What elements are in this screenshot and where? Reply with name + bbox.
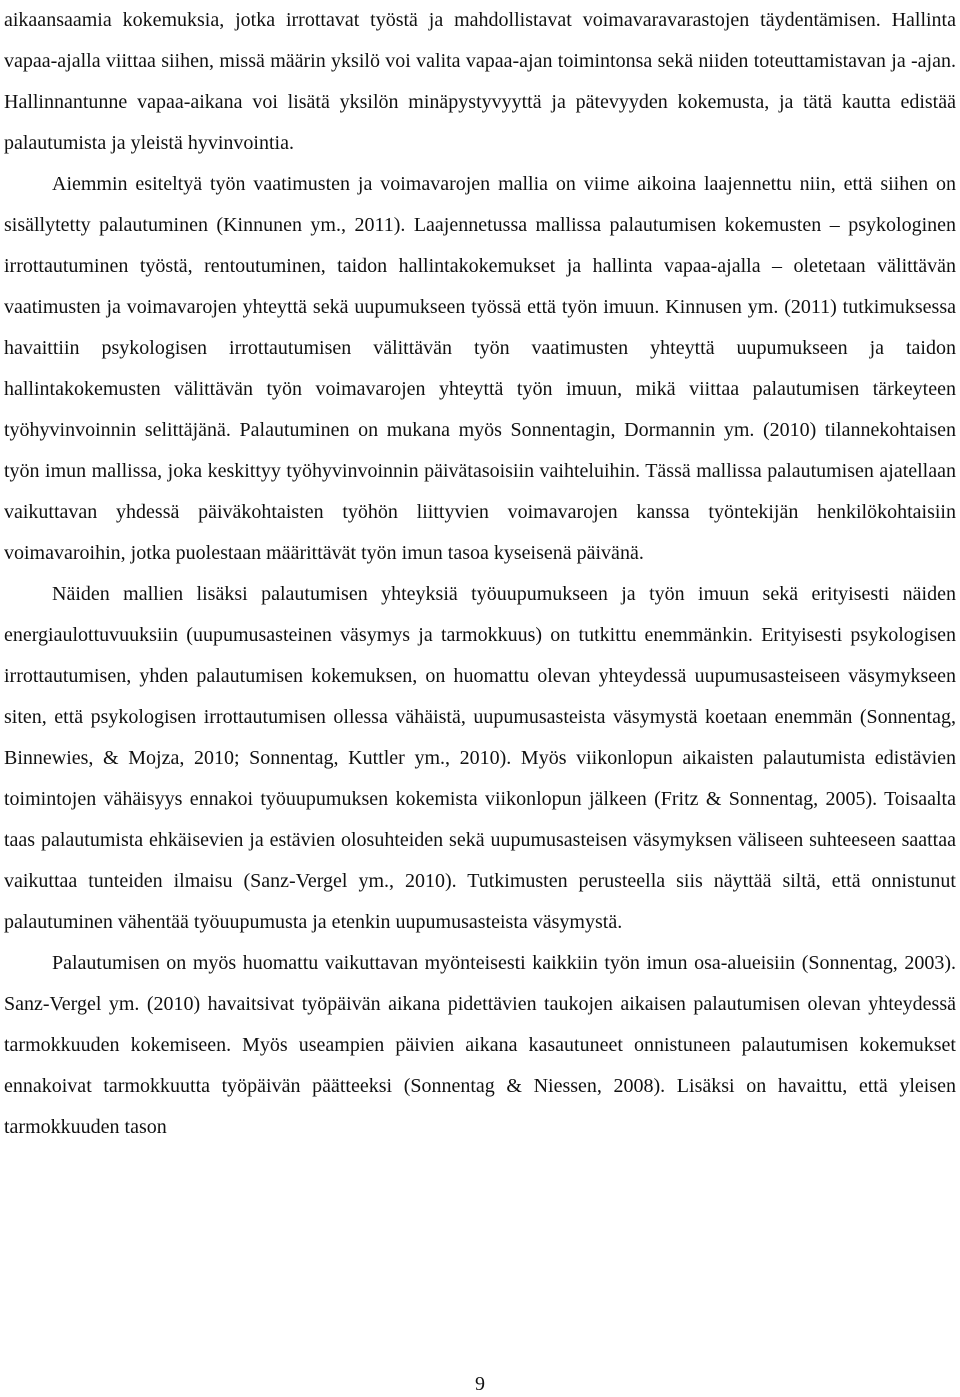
paragraph-4: Palautumisen on myös huomattu vaikuttavan myönteisesti kaikkiin työn imun osa-alueisiin (Sonnentag, 2003). Sanz-Vergel ym. (2010) havaitsivat työpäivän aikana pidettävien taukojen aikaisen palautumisen olevan yhteydessä tarmokkuuden kokemiseen. Myös useampien päivien aikana kasautuneet onnistuneen palautumisen kokemukset ennakoivat tarmokkuutta työpäivän päätteeksi (Sonnentag & Niessen, 2008). Lisäksi on havaittu, että yleisen tarmokkuuden tason: [4, 952, 956, 1138]
paragraph-2: Aiemmin esiteltyä työn vaatimusten ja voimavarojen mallia on viime aikoina laajennettu niin, että siihen on sisällytetty palautuminen (Kinnunen ym., 2011). Laajennetussa mallissa palautumisen kokemusten – psykologinen irrottautuminen työstä, rentoutuminen, taidon hallintakokemukset ja hallinta vapaa-ajalla – oletetaan välittävän vaatimusten ja voimavarojen yhteyttä sekä uupumukseen työssä että työn imuun. Kinnusen ym. (2011) tutkimuksessa havaittiin psykologisen irrottautumisen välittävän työn vaatimusten yhteyttä uupumukseen ja taidon hallintakokemusten välittävän työn voimavarojen yhteyttä työn imuun, mikä viittaa palautumisen tärkeyteen työhyvinvoinnin selittäjänä. Palautuminen on mukana myös Sonnentagin, Dormannin ym. (2010) tilannekohtaisen työn imun mallissa, joka keskittyy työhyvinvoinnin päivätasoisiin vaihteluihin. Tässä mallissa palautumisen ajatellaan vaikuttavan yhdessä päiväkohtaisten työhön liittyvien voimavarojen kanssa työntekijän henkilökohtaisiin voimavaroihin, jotka puolestaan määrittävät työn imun tasoa kyseisenä päivänä.: [4, 173, 956, 564]
paragraph-1: aikaansaamia kokemuksia, jotka irrottavat työstä ja mahdollistavat voimavaravarastojen täydentämisen. Hallinta vapaa-ajalla viittaa siihen, missä määrin yksilö voi valita vapaa-ajan toimintonsa sekä niiden toteuttamistavan ja -ajan. Hallinnantunne vapaa-aikana voi lisätä yksilön minäpystyvyyttä ja pätevyyden kokemusta, ja tätä kautta edistää palautumista ja yleistä hyvinvointia.: [4, 9, 956, 154]
paragraph-3: Näiden mallien lisäksi palautumisen yhteyksiä työuupumukseen ja työn imuun sekä erityisesti näiden energiaulottuvuuksiin (uupumusasteinen väsymys ja tarmokkuus) on tutkittu enemmänkin. Erityisesti psykologisen irrottautumisen, yhden palautumisen kokemuksen, on huomattu olevan yhteydessä uupumusasteiseen väsymykseen siten, että psykologisen irrottautumisen ollessa vähäistä, uupumusasteista väsymystä koetaan enemmän (Sonnentag, Binnewies, & Mojza, 2010; Sonnentag, Kuttler ym., 2010). Myös viikonlopun aikaisten palautumista edistävien toimintojen vähäisyys ennakoi työuupumuksen kokemista viikonlopun jälkeen (Fritz & Sonnentag, 2005). Toisaalta taas palautumista ehkäisevien ja estävien olosuhteiden sekä uupumusasteisen väsymyksen väliseen suhteeseen saattaa vaikuttaa tunteiden ilmaisu (Sanz-Vergel ym., 2010). Tutkimusten perusteella siis näyttää siltä, että onnistunut palautuminen vähentää työuupumusta ja etenkin uupumusasteista väsymystä.: [4, 583, 956, 933]
body-text: [4, 0, 956, 1148]
page-number: 9: [475, 1373, 485, 1395]
